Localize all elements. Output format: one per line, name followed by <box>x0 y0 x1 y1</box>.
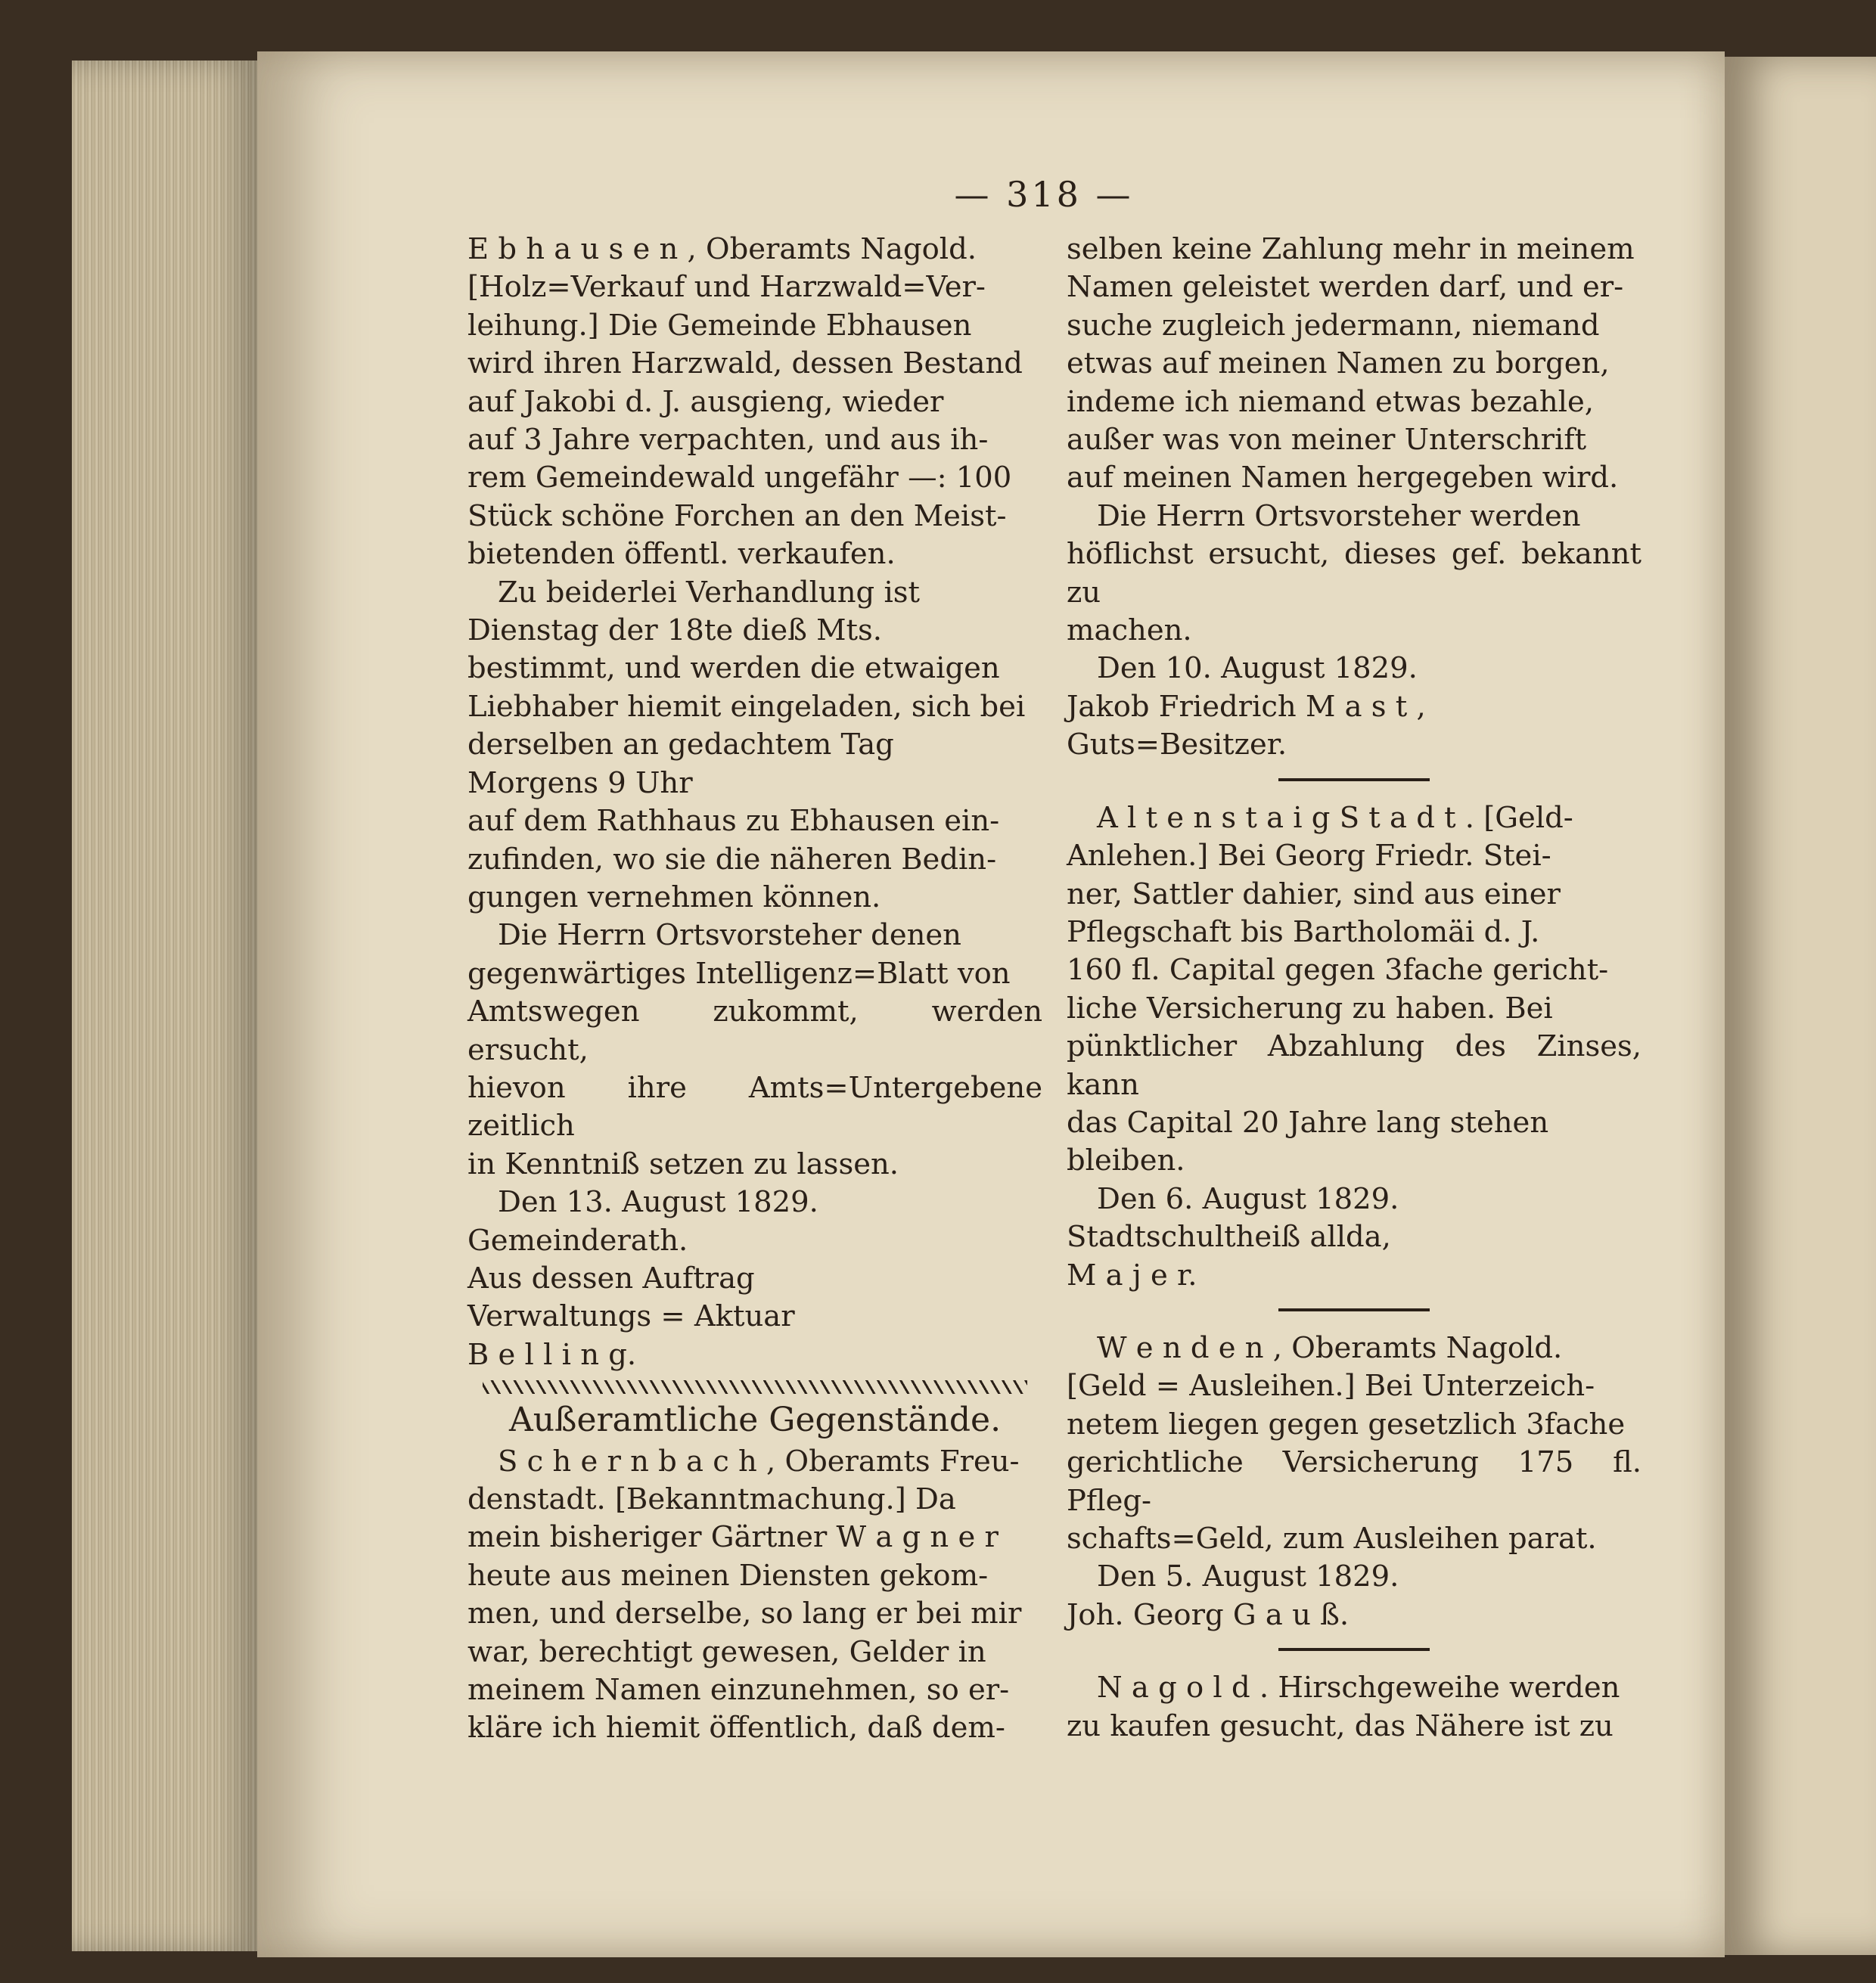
text-line: W e n d e n , Oberamts Nagold. <box>1097 1330 1563 1365</box>
text-line: E b h a u s e n , Oberamts Nagold. <box>467 232 977 266</box>
text-line: S c h e r n b a c h , Oberamts Freu- <box>498 1444 1020 1479</box>
text-line: [Geld = Ausleihen.] Bei Unterzeich- <box>1067 1369 1595 1404</box>
text-line: indeme ich niemand etwas bezahle, <box>1067 384 1594 419</box>
text-line: höflichst ersucht, dieses gef. bekannt zu <box>1067 537 1642 610</box>
signature-line: Guts=Besitzer. <box>1067 728 1287 762</box>
text-line: men, und derselbe, so lang er bei mir <box>467 1597 1022 1631</box>
signature-line: Stadtschultheiß allda, <box>1067 1220 1391 1255</box>
time-line: Morgens 9 Uhr <box>467 765 693 800</box>
signature-line: Aus dessen Auftrag <box>467 1261 755 1296</box>
text-line: liche Versicherung zu haben. Bei <box>1067 991 1553 1026</box>
text-line: Zu beiderlei Verhandlung ist <box>498 575 920 610</box>
text-line: denstadt. [Bekanntmachung.] Da <box>467 1482 956 1516</box>
text-line: ner, Sattler dahier, sind aus einer <box>1067 877 1561 911</box>
text-line: gungen vernehmen können. <box>467 880 881 914</box>
notice-date: Den 6. August 1829. <box>1097 1181 1399 1216</box>
text-line: hievon ihre Amts=Untergebene zeitlich <box>467 1070 1042 1144</box>
text-line: leihung.] Die Gemeinde Ebhausen <box>467 308 972 343</box>
date-line: Dienstag der 18te dieß Mts. <box>467 613 882 648</box>
text-line: bestimmt, und werden die etwaigen <box>467 651 1000 686</box>
text-line: Stück schöne Forchen an den Meist- <box>467 498 1007 533</box>
text-line: Amtswegen zukommt, werden ersucht, <box>467 995 1042 1067</box>
text-line: netem liegen gegen gesetzlich 3fache <box>1067 1407 1626 1441</box>
text-line: Namen geleistet werden darf, und er- <box>1067 270 1624 305</box>
text-line: bleiben. <box>1067 1144 1185 1178</box>
signature-name: Jakob Friedrich M a s t , <box>1067 689 1426 724</box>
book-page-edges <box>72 61 261 1951</box>
text-line: pünktlicher Abzahlung des Zinses, kann <box>1067 1029 1642 1102</box>
text-line: wird ihren Harzwald, dessen Bestand <box>467 346 1023 381</box>
signature-name: M a j e r. <box>1067 1258 1197 1293</box>
text-line: etwas auf meinen Namen zu borgen, <box>1067 346 1610 381</box>
text-line: Die Herrn Ortsvorsteher werden <box>1097 498 1581 533</box>
text-line: mein bisheriger Gärtner W a g n e r <box>467 1520 999 1555</box>
text-line: zufinden, wo sie die näheren Bedin- <box>467 842 997 877</box>
text-line: 160 fl. Capital gegen 3fache gericht- <box>1067 953 1609 988</box>
text-line: A l t e n s t a i g S t a d t . [Geld- <box>1097 800 1573 835</box>
text-line: machen. <box>1067 613 1192 648</box>
text-line: suche zugleich jedermann, niemand <box>1067 308 1600 343</box>
text-line: zu kaufen gesucht, das Nähere ist zu <box>1067 1708 1614 1743</box>
text-line: außer was von meiner Unterschrift <box>1067 423 1587 458</box>
text-line: auf Jakobi d. J. ausgieng, wieder <box>467 384 944 419</box>
text-line: das Capital 20 Jahre lang stehen <box>1067 1105 1549 1140</box>
signature-name: B e l l i n g. <box>467 1337 637 1372</box>
notice-date: Den 13. August 1829. <box>498 1185 818 1220</box>
text-line: Die Herrn Ortsvorsteher denen <box>498 918 961 953</box>
text-line: auf 3 Jahre verpachten, und aus ih- <box>467 423 989 458</box>
text-line: schafts=Geld, zum Ausleihen parat. <box>1067 1522 1597 1556</box>
divider-rule <box>1278 778 1430 781</box>
facing-page-edge <box>1725 57 1876 1955</box>
text-line: auf meinen Namen hergegeben wird. <box>1067 461 1619 495</box>
text-line: Liebhaber hiemit eingeladen, sich bei <box>467 689 1026 724</box>
text-line: N a g o l d . Hirschgeweihe werden <box>1097 1671 1620 1705</box>
text-line: [Holz=Verkauf und Harzwald=Ver- <box>467 270 986 305</box>
section-heading: Außeramtliche Gegenstände. <box>508 1401 1002 1440</box>
text-line: gerichtliche Versicherung 175 fl. Pfleg- <box>1067 1445 1642 1518</box>
text-line: rem Gemeindewald ungefähr —: 100 <box>467 461 1012 495</box>
text-line: selben keine Zahlung mehr in meinem <box>1067 232 1635 266</box>
notice-date: Den 5. August 1829. <box>1097 1559 1399 1594</box>
signature-line: Gemeinderath. <box>467 1223 688 1258</box>
text-line: kläre ich hiemit öffentlich, daß dem- <box>467 1711 1005 1746</box>
text-line: derselben an gedachtem Tag <box>467 728 894 762</box>
signature-line: Verwaltungs = Aktuar <box>467 1299 795 1334</box>
text-line: in Kenntniß setzen zu lassen. <box>467 1147 899 1181</box>
text-line: auf dem Rathhaus zu Ebhausen ein- <box>467 804 1000 839</box>
page-number: — 318 — <box>954 174 1134 215</box>
divider-rule <box>1278 1308 1430 1311</box>
text-line: meinem Namen einzunehmen, so er- <box>467 1673 1010 1708</box>
text-line: bietenden öffentl. verkaufen. <box>467 537 896 572</box>
text-line: heute aus meinen Diensten gekom- <box>467 1558 989 1593</box>
notice-date: Den 10. August 1829. <box>1097 651 1418 686</box>
text-line: Pflegschaft bis Bartholomäi d. J. <box>1067 914 1540 949</box>
text-line: gegenwärtiges Intelligenz=Blatt von <box>467 956 1011 991</box>
left-column <box>467 231 1042 1748</box>
right-column <box>1067 231 1642 1746</box>
wavy-divider <box>483 1380 1027 1394</box>
text-line: war, berechtigt gewesen, Gelder in <box>467 1634 986 1669</box>
signature-name: Joh. Georg G a u ß. <box>1067 1597 1350 1632</box>
divider-rule <box>1278 1648 1430 1651</box>
text-line: Anlehen.] Bei Georg Friedr. Stei- <box>1067 839 1551 874</box>
